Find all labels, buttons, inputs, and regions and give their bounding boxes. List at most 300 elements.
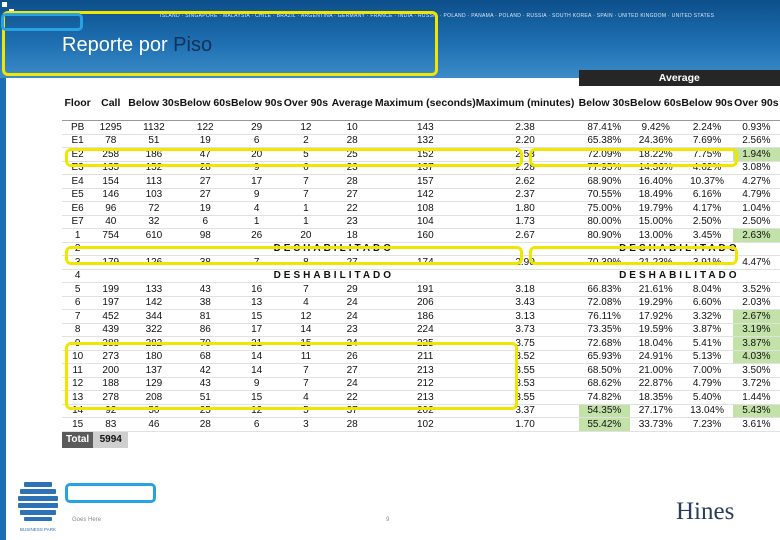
data-cell: 32 bbox=[128, 215, 179, 229]
data-cell: 51 bbox=[180, 391, 231, 405]
table-row bbox=[62, 418, 780, 432]
data-cell: 28 bbox=[180, 418, 231, 432]
data-cell: 28 bbox=[330, 134, 375, 148]
table-row bbox=[62, 202, 780, 216]
data-cell: 27 bbox=[180, 188, 231, 202]
data-cell: 6.16% bbox=[681, 188, 732, 202]
data-cell: 2.03% bbox=[733, 296, 780, 310]
table-row bbox=[62, 296, 780, 310]
floor-cell: 14 bbox=[62, 404, 93, 418]
building-logo-icon bbox=[8, 478, 68, 534]
data-cell: 186 bbox=[375, 310, 476, 324]
data-cell: 4 bbox=[282, 391, 329, 405]
data-cell: 322 bbox=[128, 323, 179, 337]
table-row bbox=[62, 175, 780, 189]
data-cell: 24 bbox=[330, 310, 375, 324]
data-cell: 15 bbox=[231, 391, 282, 405]
data-cell: 4 bbox=[231, 202, 282, 216]
data-cell: 9 bbox=[231, 161, 282, 175]
data-cell: 3.87% bbox=[733, 337, 780, 351]
data-cell: 142 bbox=[375, 188, 476, 202]
data-cell: 25 bbox=[180, 404, 231, 418]
data-cell: 83 bbox=[93, 418, 128, 432]
data-cell: 37 bbox=[330, 404, 375, 418]
data-cell: 188 bbox=[93, 377, 128, 391]
data-cell: 212 bbox=[375, 377, 476, 391]
data-cell: 76.11% bbox=[579, 310, 630, 324]
data-cell: 19 bbox=[180, 202, 231, 216]
data-cell: 1 bbox=[231, 215, 282, 229]
data-cell: 2.50% bbox=[733, 215, 780, 229]
data-cell: 75.00% bbox=[579, 202, 630, 216]
data-cell: 72 bbox=[128, 202, 179, 216]
floor-cell: 5 bbox=[62, 283, 93, 297]
data-cell: 3.53 bbox=[476, 377, 575, 391]
data-cell: 7 bbox=[282, 188, 329, 202]
page-number: 9 bbox=[386, 517, 390, 523]
data-cell: 24.91% bbox=[630, 350, 681, 364]
data-cell: 15 bbox=[231, 310, 282, 324]
table-row bbox=[62, 188, 780, 202]
data-cell: 4.47% bbox=[733, 256, 780, 270]
data-cell: 5.41% bbox=[681, 337, 732, 351]
data-cell: 18.22% bbox=[630, 148, 681, 162]
data-cell: 179 bbox=[93, 256, 128, 270]
data-cell: 273 bbox=[93, 350, 128, 364]
data-cell: 7.00% bbox=[681, 364, 732, 378]
data-cell: 3.73 bbox=[476, 323, 575, 337]
data-cell: 21.00% bbox=[630, 364, 681, 378]
data-cell: 5 bbox=[282, 404, 329, 418]
data-cell: 46 bbox=[128, 418, 179, 432]
floor-cell: E3 bbox=[62, 161, 93, 175]
data-cell: 2.63% bbox=[733, 229, 780, 243]
data-cell: 19 bbox=[180, 134, 231, 148]
data-cell: 8 bbox=[282, 256, 329, 270]
data-cell: 7 bbox=[282, 364, 329, 378]
footer-text: Goes Here bbox=[72, 517, 102, 523]
data-cell: 2.67 bbox=[476, 229, 575, 243]
data-cell: 14.36% bbox=[630, 161, 681, 175]
data-cell: 1.04% bbox=[733, 202, 780, 216]
data-cell: 200 bbox=[93, 364, 128, 378]
data-cell: 133 bbox=[128, 283, 179, 297]
data-cell: 23 bbox=[330, 323, 375, 337]
table-row bbox=[62, 134, 780, 148]
data-cell: 3.45% bbox=[681, 229, 732, 243]
data-cell: 1.94% bbox=[733, 148, 780, 162]
data-cell: 132 bbox=[375, 134, 476, 148]
data-cell: 8.04% bbox=[681, 283, 732, 297]
annotation-box-floor1-right bbox=[529, 246, 738, 265]
data-cell: 54.35% bbox=[579, 404, 630, 418]
data-cell: 47 bbox=[180, 148, 231, 162]
column-header: Floor bbox=[62, 86, 93, 121]
data-cell: 6 bbox=[180, 215, 231, 229]
data-cell: 72.09% bbox=[579, 148, 630, 162]
data-cell: 3 bbox=[282, 418, 329, 432]
data-cell: 43 bbox=[180, 283, 231, 297]
floor-cell: 6 bbox=[62, 296, 93, 310]
data-cell: 202 bbox=[375, 404, 476, 418]
data-cell: 28 bbox=[330, 175, 375, 189]
data-cell: 2.90 bbox=[476, 256, 575, 270]
data-cell: 72.68% bbox=[579, 337, 630, 351]
floor-cell: E6 bbox=[62, 202, 93, 216]
data-cell: 1 bbox=[282, 202, 329, 216]
disabled-label: DESHABILITADO bbox=[579, 242, 780, 256]
data-cell: 38 bbox=[180, 296, 231, 310]
data-cell: 143 bbox=[375, 121, 476, 135]
data-cell: 0.93% bbox=[733, 121, 780, 135]
floor-cell: 13 bbox=[62, 391, 93, 405]
floor-cell: E1 bbox=[62, 134, 93, 148]
data-cell: 68.90% bbox=[579, 175, 630, 189]
data-cell: 26 bbox=[330, 350, 375, 364]
column-header: Maximum (minutes) bbox=[476, 86, 575, 121]
data-cell: 282 bbox=[128, 337, 179, 351]
hines-logo: Hines bbox=[676, 498, 735, 525]
data-cell: 4.79% bbox=[733, 188, 780, 202]
data-cell: 24 bbox=[330, 296, 375, 310]
data-cell: 152 bbox=[375, 148, 476, 162]
data-cell: 160 bbox=[375, 229, 476, 243]
table-row bbox=[62, 283, 780, 297]
data-cell: 6.60% bbox=[681, 296, 732, 310]
floor-cell: PB bbox=[62, 121, 93, 135]
data-cell: 12 bbox=[282, 121, 329, 135]
data-cell: 65.38% bbox=[579, 134, 630, 148]
data-cell: 11 bbox=[282, 350, 329, 364]
data-cell: 225 bbox=[375, 337, 476, 351]
data-cell: 13 bbox=[231, 296, 282, 310]
country-strip: ISLAND · SINGAPORE · MALAYSIA · CHILE · BRAZIL · ARGENTINA · GERMANY · FRANCE · INDIA · RUSSIA · POLAND · PANAMA · POLAND · RUSSIA · SOUTH KOREA · SPAIN · UNITED KINGDOM · UNITED STATES bbox=[160, 13, 715, 19]
data-cell: 70.39% bbox=[579, 256, 630, 270]
data-cell: 108 bbox=[375, 202, 476, 216]
data-cell: 157 bbox=[375, 175, 476, 189]
data-cell: 65.93% bbox=[579, 350, 630, 364]
slide-title-accent: Piso bbox=[173, 34, 213, 56]
data-cell: 18.04% bbox=[630, 337, 681, 351]
data-cell: 1295 bbox=[93, 121, 128, 135]
data-cell: 80.00% bbox=[579, 215, 630, 229]
data-cell: 7.23% bbox=[681, 418, 732, 432]
column-header: Below 60s bbox=[630, 86, 681, 121]
data-cell: 68.62% bbox=[579, 377, 630, 391]
data-cell: 96 bbox=[93, 202, 128, 216]
data-cell: 3.08% bbox=[733, 161, 780, 175]
data-cell: 126 bbox=[128, 256, 179, 270]
data-cell: 199 bbox=[93, 283, 128, 297]
data-cell: 3.75 bbox=[476, 337, 575, 351]
data-cell: 208 bbox=[128, 391, 179, 405]
data-cell: 42 bbox=[180, 364, 231, 378]
data-cell: 211 bbox=[375, 350, 476, 364]
data-cell: 2.53 bbox=[476, 148, 575, 162]
data-cell: 23 bbox=[330, 215, 375, 229]
data-cell: 21.61% bbox=[630, 283, 681, 297]
column-header: Below 60s bbox=[180, 86, 231, 121]
data-cell: 12 bbox=[231, 404, 282, 418]
total-value: 5994 bbox=[93, 431, 128, 448]
data-cell: 66.83% bbox=[579, 283, 630, 297]
data-cell: 20 bbox=[282, 229, 329, 243]
data-cell: 12 bbox=[282, 310, 329, 324]
floor-cell: E5 bbox=[62, 188, 93, 202]
data-cell: 22.87% bbox=[630, 377, 681, 391]
floor-cell: 3 bbox=[62, 256, 93, 270]
data-cell: 68.50% bbox=[579, 364, 630, 378]
data-cell: 13.00% bbox=[630, 229, 681, 243]
data-cell: 3.52% bbox=[733, 283, 780, 297]
floor-cell: E7 bbox=[62, 215, 93, 229]
data-cell: 7 bbox=[231, 256, 282, 270]
data-cell: 28 bbox=[180, 161, 231, 175]
data-cell: 146 bbox=[93, 188, 128, 202]
data-cell: 10 bbox=[330, 121, 375, 135]
floor-cell: 10 bbox=[62, 350, 93, 364]
data-cell: 344 bbox=[128, 310, 179, 324]
data-cell: 74.82% bbox=[579, 391, 630, 405]
data-cell: 50 bbox=[128, 404, 179, 418]
data-cell: 15.00% bbox=[630, 215, 681, 229]
data-cell: 1.73 bbox=[476, 215, 575, 229]
annotation-box-floors-7-10 bbox=[65, 342, 518, 410]
data-cell: 38 bbox=[180, 256, 231, 270]
data-cell: 180 bbox=[128, 350, 179, 364]
floor-cell: 9 bbox=[62, 337, 93, 351]
data-cell: 13.04% bbox=[681, 404, 732, 418]
floor-cell: 2 bbox=[62, 242, 93, 256]
column-header: Below 30s bbox=[128, 86, 179, 121]
data-cell: 18.35% bbox=[630, 391, 681, 405]
floor-cell: E4 bbox=[62, 175, 93, 189]
title-annotation-box-blue bbox=[1, 13, 83, 31]
data-cell: 14 bbox=[282, 323, 329, 337]
data-cell: 3.50% bbox=[733, 364, 780, 378]
data-cell: 1.70 bbox=[476, 418, 575, 432]
data-cell: 87.41% bbox=[579, 121, 630, 135]
data-cell: 17.92% bbox=[630, 310, 681, 324]
data-cell: 2.37 bbox=[476, 188, 575, 202]
total-row-spacer bbox=[128, 431, 780, 448]
data-cell: 103 bbox=[128, 188, 179, 202]
annotation-box-total bbox=[65, 483, 156, 503]
column-header: Below 90s bbox=[231, 86, 282, 121]
data-cell: 206 bbox=[375, 296, 476, 310]
data-cell: 4.62% bbox=[681, 161, 732, 175]
data-cell: 16.40% bbox=[630, 175, 681, 189]
data-cell: 6 bbox=[282, 161, 329, 175]
data-cell: 72.08% bbox=[579, 296, 630, 310]
data-cell: 21.23% bbox=[630, 256, 681, 270]
data-cell: 27 bbox=[330, 364, 375, 378]
data-cell: 26 bbox=[231, 229, 282, 243]
floor-cell: 4 bbox=[62, 269, 93, 283]
data-cell: 439 bbox=[93, 323, 128, 337]
data-cell: 21 bbox=[231, 337, 282, 351]
data-cell: 29 bbox=[231, 121, 282, 135]
data-cell: 16 bbox=[231, 283, 282, 297]
logo-caption: BUSINESS PARK bbox=[20, 527, 56, 532]
data-cell: 4.79% bbox=[681, 377, 732, 391]
annotation-box-floor1-left bbox=[65, 246, 523, 265]
data-cell: 3.13 bbox=[476, 310, 575, 324]
data-cell: 19.79% bbox=[630, 202, 681, 216]
data-cell: 174 bbox=[375, 256, 476, 270]
data-cell: 191 bbox=[375, 283, 476, 297]
data-cell: 137 bbox=[128, 364, 179, 378]
data-cell: 7 bbox=[282, 175, 329, 189]
floor-cell: 7 bbox=[62, 310, 93, 324]
data-cell: 4 bbox=[282, 296, 329, 310]
data-cell: 129 bbox=[128, 377, 179, 391]
table-row bbox=[62, 310, 780, 324]
column-header: Below 30s bbox=[579, 86, 630, 121]
data-cell: 4.03% bbox=[733, 350, 780, 364]
data-cell: 86 bbox=[180, 323, 231, 337]
data-cell: 3.61% bbox=[733, 418, 780, 432]
left-accent-bar bbox=[0, 78, 6, 540]
data-cell: 142 bbox=[128, 296, 179, 310]
data-cell: 27 bbox=[330, 256, 375, 270]
table-row bbox=[62, 215, 780, 229]
data-cell: 1.80 bbox=[476, 202, 575, 216]
disabled-label: DESHABILITADO bbox=[93, 242, 574, 256]
total-row bbox=[62, 431, 780, 448]
data-cell: 7 bbox=[282, 283, 329, 297]
data-cell: 15 bbox=[282, 337, 329, 351]
data-cell: 4.27% bbox=[733, 175, 780, 189]
data-cell: 3.32% bbox=[681, 310, 732, 324]
data-cell: 5.43% bbox=[733, 404, 780, 418]
table-row bbox=[62, 229, 780, 243]
data-cell: 3.72% bbox=[733, 377, 780, 391]
data-cell: 152 bbox=[128, 161, 179, 175]
data-cell: 27 bbox=[330, 188, 375, 202]
data-cell: 68 bbox=[180, 350, 231, 364]
data-cell: 2.67% bbox=[733, 310, 780, 324]
data-cell: 2.24% bbox=[681, 121, 732, 135]
data-cell: 388 bbox=[93, 337, 128, 351]
data-cell: 2.28 bbox=[476, 161, 575, 175]
data-cell: 3.37 bbox=[476, 404, 575, 418]
data-cell: 10.37% bbox=[681, 175, 732, 189]
data-cell: 1.44% bbox=[733, 391, 780, 405]
data-cell: 23 bbox=[330, 161, 375, 175]
data-cell: 3.55 bbox=[476, 391, 575, 405]
table-row bbox=[62, 269, 780, 283]
data-cell: 2 bbox=[282, 134, 329, 148]
data-cell: 2.62 bbox=[476, 175, 575, 189]
data-cell: 92 bbox=[93, 404, 128, 418]
data-cell: 80.90% bbox=[579, 229, 630, 243]
data-cell: 4.17% bbox=[681, 202, 732, 216]
data-cell: 9 bbox=[231, 188, 282, 202]
annotation-box-e2-right bbox=[529, 148, 738, 167]
data-cell: 3.87% bbox=[681, 323, 732, 337]
data-cell: 754 bbox=[93, 229, 128, 243]
data-cell: 224 bbox=[375, 323, 476, 337]
average-group-header: Average bbox=[579, 70, 780, 86]
table-row bbox=[62, 121, 780, 135]
column-header-row bbox=[62, 86, 780, 121]
floor-cell: 8 bbox=[62, 323, 93, 337]
column-header: Maximum (seconds) bbox=[375, 86, 476, 121]
data-cell: 2.20 bbox=[476, 134, 575, 148]
data-cell: 17 bbox=[231, 175, 282, 189]
data-cell: 9.42% bbox=[630, 121, 681, 135]
data-cell: 55.42% bbox=[579, 418, 630, 432]
column-header: Average bbox=[330, 86, 375, 121]
data-cell: 81 bbox=[180, 310, 231, 324]
data-cell: 7 bbox=[282, 377, 329, 391]
data-cell: 33.73% bbox=[630, 418, 681, 432]
data-cell: 5.40% bbox=[681, 391, 732, 405]
slide-title-main: Reporte por bbox=[62, 34, 174, 56]
data-cell: 14 bbox=[231, 350, 282, 364]
data-cell: 213 bbox=[375, 364, 476, 378]
data-cell: 14 bbox=[231, 364, 282, 378]
data-cell: 9 bbox=[231, 377, 282, 391]
data-cell: 70.55% bbox=[579, 188, 630, 202]
data-cell: 1 bbox=[282, 215, 329, 229]
data-cell: 70 bbox=[180, 337, 231, 351]
data-cell: 1132 bbox=[128, 121, 179, 135]
data-cell: 154 bbox=[93, 175, 128, 189]
data-cell: 122 bbox=[180, 121, 231, 135]
column-header: Below 90s bbox=[681, 86, 732, 121]
data-cell: 6 bbox=[231, 134, 282, 148]
data-cell: 104 bbox=[375, 215, 476, 229]
data-cell: 610 bbox=[128, 229, 179, 243]
data-cell: 40 bbox=[93, 215, 128, 229]
floor-cell: 15 bbox=[62, 418, 93, 432]
floor-cell: 12 bbox=[62, 377, 93, 391]
data-cell: 135 bbox=[93, 161, 128, 175]
data-cell: 3.43 bbox=[476, 296, 575, 310]
data-cell: 22 bbox=[330, 202, 375, 216]
data-cell: 51 bbox=[128, 134, 179, 148]
data-cell: 2.56% bbox=[733, 134, 780, 148]
data-cell: 3.91% bbox=[681, 256, 732, 270]
data-cell: 25 bbox=[330, 148, 375, 162]
disabled-label: DESHABILITADO bbox=[579, 269, 780, 283]
data-cell: 7.69% bbox=[681, 134, 732, 148]
annotation-box-e2-left bbox=[65, 148, 523, 167]
data-cell: 22 bbox=[330, 391, 375, 405]
data-cell: 18.49% bbox=[630, 188, 681, 202]
data-cell: 3.19% bbox=[733, 323, 780, 337]
data-cell: 197 bbox=[93, 296, 128, 310]
data-cell: 137 bbox=[375, 161, 476, 175]
data-cell: 24 bbox=[330, 377, 375, 391]
disabled-label: DESHABILITADO bbox=[93, 269, 574, 283]
data-cell: 28 bbox=[330, 418, 375, 432]
data-cell: 2.38 bbox=[476, 121, 575, 135]
data-cell: 278 bbox=[93, 391, 128, 405]
data-cell: 18 bbox=[330, 229, 375, 243]
data-cell: 78 bbox=[93, 134, 128, 148]
data-cell: 20 bbox=[231, 148, 282, 162]
data-cell: 452 bbox=[93, 310, 128, 324]
data-cell: 43 bbox=[180, 377, 231, 391]
data-cell: 27.17% bbox=[630, 404, 681, 418]
data-cell: 3.55 bbox=[476, 364, 575, 378]
total-label: Total bbox=[62, 431, 93, 448]
data-cell: 113 bbox=[128, 175, 179, 189]
data-cell: 77.95% bbox=[579, 161, 630, 175]
